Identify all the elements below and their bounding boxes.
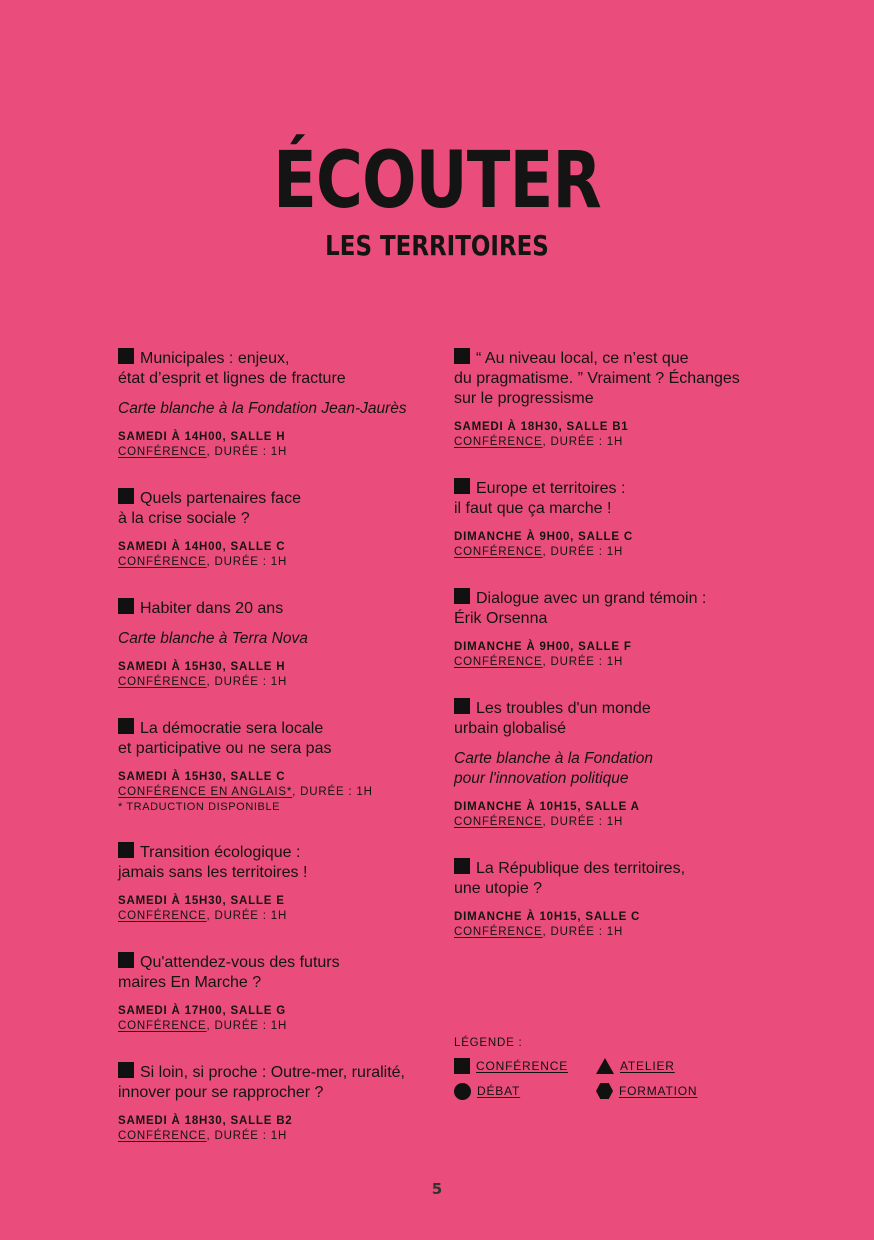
event-item[interactable] — [454, 698, 774, 830]
event-schedule: DIMANCHE À 10H15, SALLE C — [454, 911, 641, 923]
event-format[interactable]: CONFÉRENCE — [454, 546, 543, 558]
event-title — [118, 488, 438, 529]
event-duration: , DURÉE : 1H — [542, 656, 624, 668]
event-type — [454, 545, 774, 560]
event-duration: , DURÉE : 1H — [542, 436, 624, 448]
event-duration: , DURÉE : 1H — [206, 910, 288, 922]
event-format[interactable]: CONFÉRENCE — [454, 656, 543, 668]
event-duration: , DURÉE : 1H — [206, 1130, 288, 1142]
event-item[interactable] — [118, 842, 438, 924]
event-item[interactable] — [118, 488, 438, 570]
event-schedule: SAMEDI À 15H30, SALLE E — [118, 895, 285, 907]
legend-item-atelier[interactable] — [596, 1057, 675, 1075]
event-duration: , DURÉE : 1H — [542, 816, 624, 828]
square-icon — [454, 1058, 470, 1074]
event-format[interactable]: CONFÉRENCE EN ANGLAIS* — [118, 786, 293, 798]
event-item[interactable] — [118, 1062, 438, 1144]
legend-item-debat[interactable] — [454, 1082, 520, 1100]
event-type — [454, 655, 774, 670]
hexagon-icon — [596, 1083, 613, 1099]
square-icon — [454, 588, 470, 604]
event-type — [454, 815, 774, 830]
event-title-text: Europe et territoires : il faut que ça marche ! — [454, 480, 626, 517]
event-title-text: Dialogue avec un grand témoin : Érik Orsenna — [454, 590, 707, 627]
event-title-text: Habiter dans 20 ans — [140, 600, 284, 617]
event-schedule: SAMEDI À 17H00, SALLE G — [118, 1005, 286, 1017]
square-icon — [118, 718, 134, 734]
event-title-text: Quels partenaires face à la crise sociale ? — [118, 490, 301, 527]
event-type — [454, 925, 774, 940]
event-title — [454, 588, 774, 629]
event-format[interactable]: CONFÉRENCE — [118, 446, 207, 458]
square-icon — [118, 842, 134, 858]
event-format[interactable]: CONFÉRENCE — [454, 816, 543, 828]
event-type — [118, 1019, 438, 1034]
event-duration: , DURÉE : 1H — [542, 546, 624, 558]
events-column-left — [118, 348, 438, 1172]
event-schedule: SAMEDI À 14H00, SALLE C — [118, 541, 286, 553]
event-item[interactable] — [118, 598, 438, 690]
event-duration: , DURÉE : 1H — [206, 446, 288, 458]
event-item[interactable] — [118, 348, 438, 460]
event-type — [454, 435, 774, 450]
event-schedule: DIMANCHE À 9H00, SALLE C — [454, 531, 633, 543]
event-format[interactable]: CONFÉRENCE — [454, 436, 543, 448]
event-title — [118, 718, 438, 759]
event-item[interactable] — [454, 588, 774, 670]
square-icon — [454, 348, 470, 364]
event-format[interactable]: CONFÉRENCE — [118, 1130, 207, 1142]
square-icon — [454, 698, 470, 714]
legend-label: LÉGENDE : — [454, 1037, 523, 1049]
event-title-text: Qu'attendez-vous des futurs maires En Marche ? — [118, 954, 340, 991]
event-type — [118, 675, 438, 690]
event-title-text: Les troubles d'un monde urbain globalisé — [454, 700, 651, 737]
square-icon — [118, 598, 134, 614]
square-icon — [118, 488, 134, 504]
event-title-text: Municipales : enjeux, état d’esprit et lignes de fracture — [118, 350, 346, 387]
legend-item-conference[interactable] — [454, 1057, 568, 1075]
event-duration: , DURÉE : 1H — [206, 676, 288, 688]
event-schedule: SAMEDI À 18H30, SALLE B2 — [118, 1115, 293, 1127]
event-title-text: La République des territoires, une utopie ? — [454, 860, 686, 897]
event-duration: , DURÉE : 1H — [206, 1020, 288, 1032]
event-title — [118, 348, 438, 389]
event-duration: , DURÉE : 1H — [542, 926, 624, 938]
event-type — [118, 445, 438, 460]
legend-item-label: ATELIER — [620, 1059, 675, 1073]
event-format[interactable]: CONFÉRENCE — [118, 1020, 207, 1032]
event-type — [118, 909, 438, 924]
event-subtitle: Carte blanche à la Fondation pour l'innovation politique — [454, 750, 654, 787]
circle-icon — [454, 1083, 471, 1100]
event-schedule: SAMEDI À 15H30, SALLE C — [118, 771, 286, 783]
event-title — [118, 1062, 438, 1103]
legend-item-label: DÉBAT — [477, 1084, 521, 1098]
event-item[interactable] — [454, 858, 774, 940]
legend-item-formation[interactable] — [596, 1082, 697, 1100]
square-icon — [118, 348, 134, 364]
event-schedule: SAMEDI À 18H30, SALLE B1 — [454, 421, 629, 433]
event-duration: , DURÉE : 1H — [206, 556, 288, 568]
square-icon — [454, 478, 470, 494]
event-type — [118, 555, 438, 570]
event-title — [118, 842, 438, 883]
page-subtitle: LES TERRITOIRES — [325, 229, 549, 262]
event-title — [454, 858, 774, 899]
event-type — [118, 785, 438, 800]
event-subtitle: Carte blanche à Terra Nova — [118, 630, 308, 647]
event-title-text: Si loin, si proche : Outre-mer, ruralité, innover pour se rapprocher ? — [118, 1064, 405, 1101]
square-icon — [118, 1062, 134, 1078]
event-title — [118, 598, 438, 619]
square-icon — [118, 952, 134, 968]
event-schedule: SAMEDI À 15H30, SALLE H — [118, 661, 286, 673]
event-title-text: Transition écologique : jamais sans les territoires ! — [118, 844, 308, 881]
page-number: 5 — [431, 1180, 443, 1198]
event-format[interactable]: CONFÉRENCE — [118, 556, 207, 568]
event-subtitle: Carte blanche à la Fondation Jean-Jaurès — [118, 400, 407, 417]
event-title — [118, 952, 438, 993]
event-title — [454, 698, 774, 739]
event-title — [454, 348, 774, 409]
event-format[interactable]: CONFÉRENCE — [118, 676, 207, 688]
event-type — [118, 1129, 438, 1144]
legend-item-label: FORMATION — [619, 1084, 698, 1098]
event-schedule: DIMANCHE À 10H15, SALLE A — [454, 801, 640, 813]
event-title — [454, 478, 774, 519]
page-title: ÉCOUTER — [273, 136, 601, 226]
event-item[interactable] — [118, 952, 438, 1034]
event-format[interactable]: CONFÉRENCE — [118, 910, 207, 922]
event-item[interactable] — [118, 718, 438, 814]
event-format[interactable]: CONFÉRENCE — [454, 926, 543, 938]
event-duration: , DURÉE : 1H — [292, 786, 373, 798]
legend — [454, 1036, 754, 1117]
legend-item-label: CONFÉRENCE — [476, 1059, 569, 1073]
event-item[interactable] — [454, 348, 774, 450]
event-title-text: “ Au niveau local, ce n’est que du pragmatisme. ” Vraiment ? Échanges sur le progressisme — [454, 350, 740, 407]
event-item[interactable] — [454, 478, 774, 560]
event-note: * TRADUCTION DISPONIBLE — [118, 801, 281, 813]
legend-grid — [454, 1057, 754, 1117]
square-icon — [454, 858, 470, 874]
triangle-icon — [596, 1058, 614, 1074]
event-title-text: La démocratie sera locale et participative ou ne sera pas — [118, 720, 332, 757]
events-column-right — [454, 348, 774, 968]
event-schedule: DIMANCHE À 9H00, SALLE F — [454, 641, 632, 653]
event-schedule: SAMEDI À 14H00, SALLE H — [118, 431, 286, 443]
